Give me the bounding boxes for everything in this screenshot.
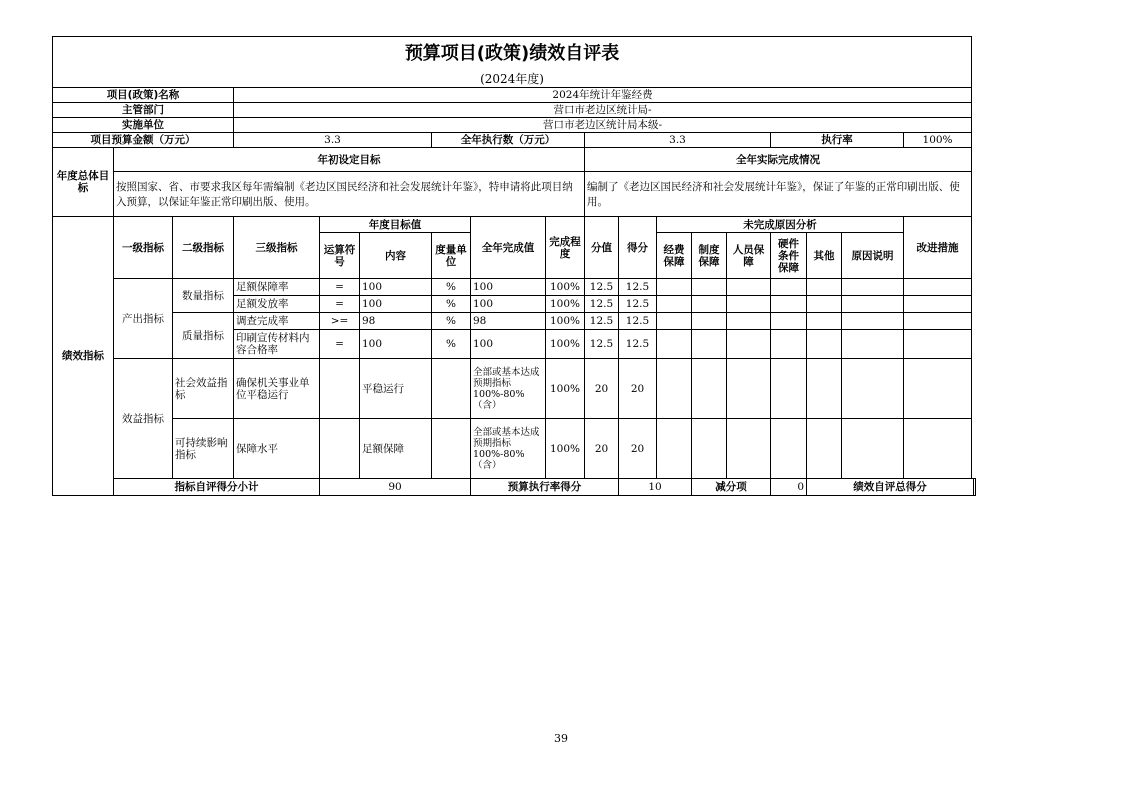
row-got: 12.5 bbox=[619, 296, 657, 313]
header-target-group: 年度目标值 bbox=[320, 217, 471, 233]
row-op: = bbox=[320, 279, 360, 296]
group-sustain: 可持续影响指标 bbox=[173, 419, 234, 479]
row-degree: 100% bbox=[546, 279, 585, 296]
header-level1: 一级指标 bbox=[114, 217, 173, 279]
header-got: 得分 bbox=[619, 217, 657, 279]
row-score: 12.5 bbox=[585, 313, 619, 330]
header-actual: 全年完成值 bbox=[471, 217, 546, 279]
evaluation-sheet bbox=[52, 36, 976, 496]
row-unit: % bbox=[432, 296, 471, 313]
header-r-system: 制度保障 bbox=[692, 233, 727, 279]
row-got: 12.5 bbox=[619, 313, 657, 330]
goal-actual-header: 全年实际完成情况 bbox=[585, 148, 972, 172]
dept-value: 营口市老边区统计局- bbox=[234, 103, 972, 118]
evaluation-table bbox=[52, 36, 976, 496]
header-operator: 运算符号 bbox=[320, 233, 360, 279]
row-actual: 全部或基本达成预期指标100%-80%（含） bbox=[471, 359, 546, 419]
header-r-staff: 人员保障 bbox=[727, 233, 771, 279]
row-unit: % bbox=[432, 313, 471, 330]
summary-index-label: 指标自评得分小计 bbox=[114, 479, 320, 496]
row-got: 12.5 bbox=[619, 330, 657, 359]
page-number: 39 bbox=[554, 732, 568, 745]
table-row bbox=[53, 313, 976, 330]
budget-value: 3.3 bbox=[234, 133, 432, 148]
row-name: 足额发放率 bbox=[234, 296, 320, 313]
header-level3: 三级指标 bbox=[234, 217, 320, 279]
table-row bbox=[53, 359, 976, 419]
row-degree: 100% bbox=[546, 419, 585, 479]
table-row bbox=[53, 279, 976, 296]
row-content: 足额保障 bbox=[360, 419, 432, 479]
row-actual: 100 bbox=[471, 296, 546, 313]
header-r-funding: 经费保障 bbox=[657, 233, 692, 279]
row-name: 保障水平 bbox=[234, 419, 320, 479]
goal-initial-header: 年初设定目标 bbox=[114, 148, 585, 172]
row-op bbox=[320, 359, 360, 419]
row-actual: 100 bbox=[471, 330, 546, 359]
row-degree: 100% bbox=[546, 296, 585, 313]
table-row bbox=[53, 419, 976, 479]
summary-total-value bbox=[974, 479, 976, 496]
row-actual: 100 bbox=[471, 279, 546, 296]
row-unit bbox=[432, 419, 471, 479]
goal-label: 年度总体目标 bbox=[53, 148, 114, 217]
header-improve: 改进措施 bbox=[904, 217, 972, 279]
year-subtitle: (2024年度) bbox=[53, 71, 972, 88]
perf-label: 绩效指标 bbox=[53, 217, 114, 496]
row-got: 12.5 bbox=[619, 279, 657, 296]
row-name: 足额保障率 bbox=[234, 279, 320, 296]
row-content: 100 bbox=[360, 296, 432, 313]
exec-value: 3.3 bbox=[585, 133, 771, 148]
header-level2: 二级指标 bbox=[173, 217, 234, 279]
header-r-hardware: 硬件条件保障 bbox=[771, 233, 807, 279]
row-content: 100 bbox=[360, 330, 432, 359]
summary-budget-label: 预算执行率得分 bbox=[471, 479, 619, 496]
summary-budget-value: 10 bbox=[619, 479, 692, 496]
row-name: 确保机关事业单位平稳运行 bbox=[234, 359, 320, 419]
goal-actual-text: 编制了《老边区国民经济和社会发展统计年鉴》，保证了年鉴的正常印刷出版、使用。 bbox=[585, 172, 972, 217]
dept-label: 主管部门 bbox=[53, 103, 234, 118]
project-name-value: 2024年统计年鉴经费 bbox=[234, 88, 972, 103]
group-quantity: 数量指标 bbox=[173, 279, 234, 313]
row-unit: % bbox=[432, 279, 471, 296]
summary-index-value: 90 bbox=[320, 479, 471, 496]
page-title: 预算项目(政策)绩效自评表 bbox=[53, 37, 972, 72]
summary-deduct-value: 0 bbox=[771, 479, 807, 496]
row-score: 12.5 bbox=[585, 279, 619, 296]
group-output: 产出指标 bbox=[114, 279, 173, 359]
row-score: 20 bbox=[585, 359, 619, 419]
budget-label: 项目预算金额（万元） bbox=[53, 133, 234, 148]
header-content: 内容 bbox=[360, 233, 432, 279]
row-actual: 全部或基本达成预期指标100%-80%（含） bbox=[471, 419, 546, 479]
row-content: 平稳运行 bbox=[360, 359, 432, 419]
header-r-other: 其他 bbox=[807, 233, 842, 279]
group-quality: 质量指标 bbox=[173, 313, 234, 359]
row-got: 20 bbox=[619, 359, 657, 419]
row-score: 20 bbox=[585, 419, 619, 479]
header-degree: 完成程度 bbox=[546, 217, 585, 279]
goal-initial-text: 按照国家、省、市要求我区每年需编制《老边区国民经济和社会发展统计年鉴》，特申请将此项目纳入预算，以保证年鉴正常印刷出版、使用。 bbox=[114, 172, 585, 217]
header-score: 分值 bbox=[585, 217, 619, 279]
row-got: 20 bbox=[619, 419, 657, 479]
rate-label: 执行率 bbox=[771, 133, 904, 148]
rate-value: 100% bbox=[904, 133, 972, 148]
summary-row bbox=[53, 479, 976, 496]
row-degree: 100% bbox=[546, 313, 585, 330]
row-op: = bbox=[320, 296, 360, 313]
row-actual: 98 bbox=[471, 313, 546, 330]
row-unit bbox=[432, 359, 471, 419]
project-name-label: 项目(政策)名称 bbox=[53, 88, 234, 103]
unit-value: 营口市老边区统计局本级- bbox=[234, 118, 972, 133]
summary-total-label: 绩效自评总得分 bbox=[807, 479, 974, 496]
exec-label: 全年执行数（万元） bbox=[432, 133, 585, 148]
row-op: = bbox=[320, 330, 360, 359]
row-degree: 100% bbox=[546, 330, 585, 359]
row-content: 100 bbox=[360, 279, 432, 296]
row-score: 12.5 bbox=[585, 330, 619, 359]
header-r-explain: 原因说明 bbox=[842, 233, 904, 279]
row-op bbox=[320, 419, 360, 479]
group-social: 社会效益指标 bbox=[173, 359, 234, 419]
summary-deduct-label: 减分项 bbox=[692, 479, 771, 496]
header-reason-group: 未完成原因分析 bbox=[657, 217, 904, 233]
row-name: 印刷宣传材料内容合格率 bbox=[234, 330, 320, 359]
row-degree: 100% bbox=[546, 359, 585, 419]
row-unit: % bbox=[432, 330, 471, 359]
group-benefit: 效益指标 bbox=[114, 359, 173, 479]
row-op: >= bbox=[320, 313, 360, 330]
row-content: 98 bbox=[360, 313, 432, 330]
unit-label: 实施单位 bbox=[53, 118, 234, 133]
header-unit: 度量单位 bbox=[432, 233, 471, 279]
row-name: 调查完成率 bbox=[234, 313, 320, 330]
row-score: 12.5 bbox=[585, 296, 619, 313]
